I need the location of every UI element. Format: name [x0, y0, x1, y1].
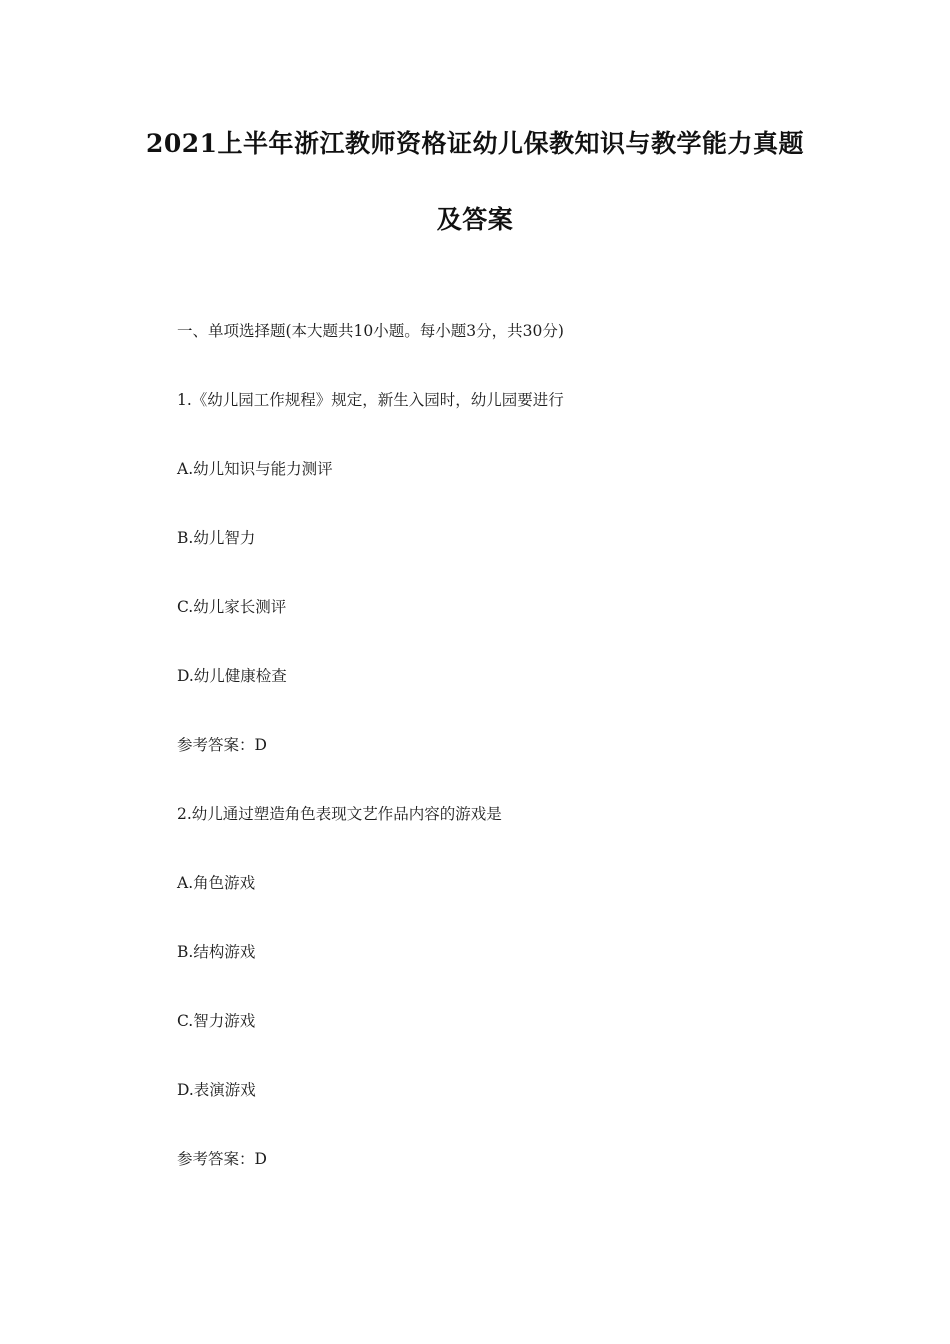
- question-2-option-b: B.结构游戏: [177, 943, 256, 961]
- question-2-option-d: D.表演游戏: [177, 1081, 256, 1099]
- question-1-option-c: C.幼儿家长测评: [177, 598, 287, 616]
- question-1-option-d: D.幼儿健康检查: [177, 667, 287, 685]
- document-title-line-1: 2021上半年浙江教师资格证幼儿保教知识与教学能力真题: [145, 129, 805, 158]
- question-1-option-b: B.幼儿智力: [177, 529, 256, 547]
- question-2-answer: 参考答案：D: [177, 1150, 267, 1168]
- question-1-option-a: A.幼儿知识与能力测评: [177, 460, 333, 478]
- question-2-option-a: A.角色游戏: [177, 874, 256, 892]
- question-1-stem: 1.《幼儿园工作规程》规定，新生入园时，幼儿园要进行: [177, 391, 564, 409]
- question-1-answer: 参考答案：D: [177, 736, 267, 754]
- question-2-stem: 2.幼儿通过塑造角色表现文艺作品内容的游戏是: [177, 805, 502, 823]
- question-2-option-c: C.智力游戏: [177, 1012, 256, 1030]
- document-title-line-2: 及答案: [436, 205, 514, 234]
- section-heading: 一、单项选择题(本大题共10小题。每小题3分，共30分): [177, 322, 564, 340]
